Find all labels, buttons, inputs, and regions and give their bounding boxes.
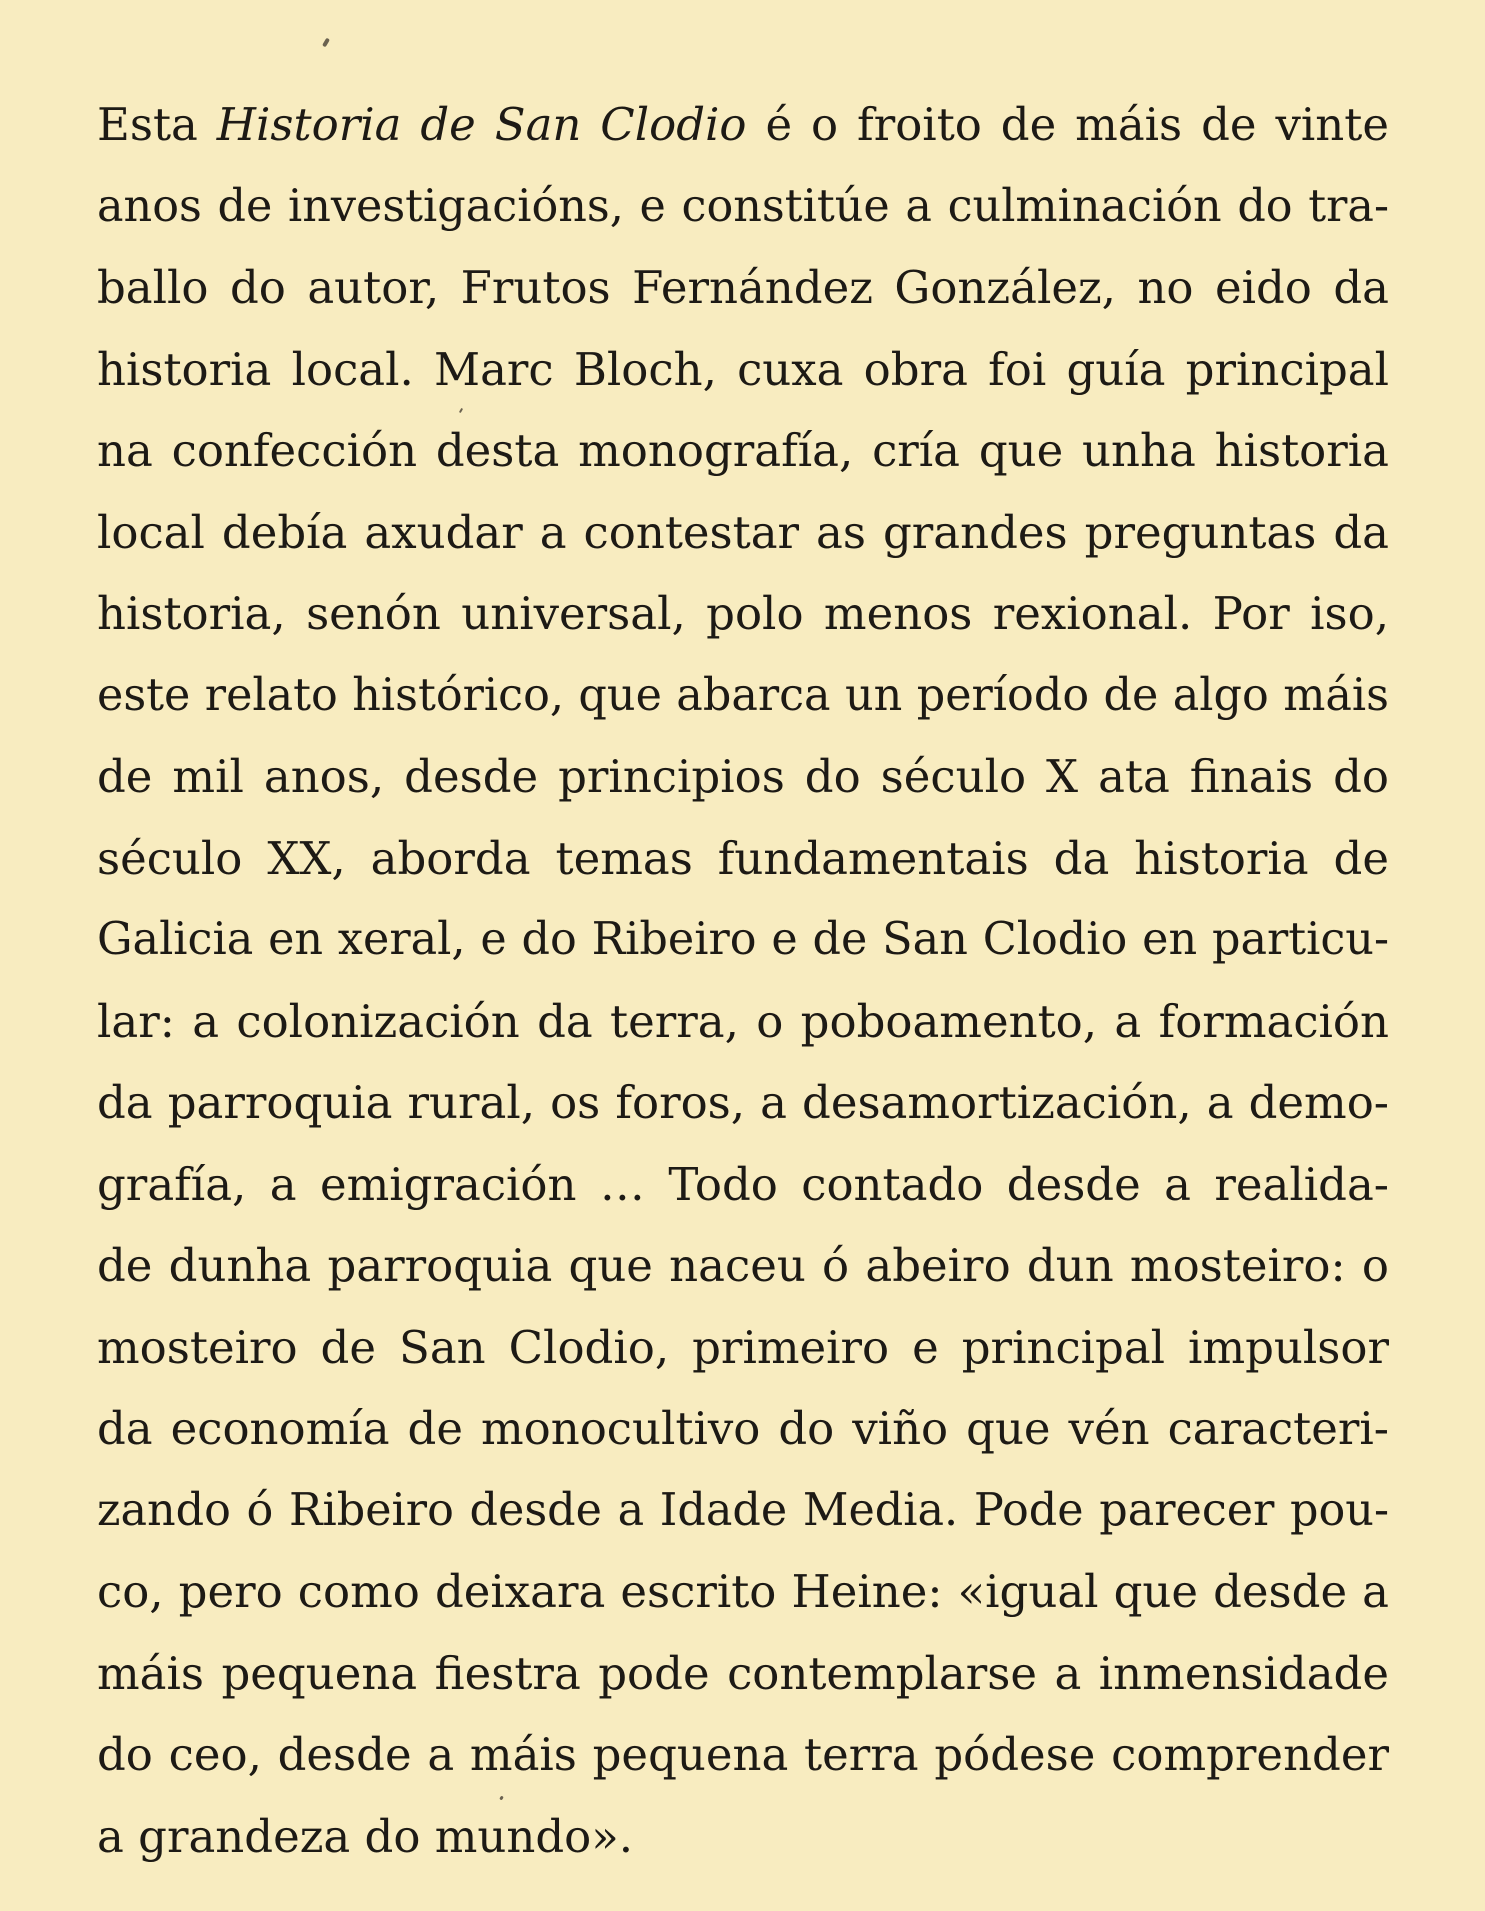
blurb-line-1 bbox=[97, 84, 1389, 166]
blurb-paragraph bbox=[97, 84, 1389, 1877]
blurb-line-17: da economía de monocultivo do viño que vén caracteri- bbox=[97, 1402, 1389, 1455]
book-title-italic: Historia de San Clodio bbox=[216, 98, 747, 151]
blurb-line-15: de dunha parroquia que naceu ó abeiro dun mosteiro: o bbox=[97, 1239, 1389, 1292]
blurb-line-20: máis pequena fiestra pode contemplarse a inmensidade bbox=[97, 1646, 1389, 1700]
blurb-line-8: este relato histórico, que abarca un período de algo máis bbox=[97, 669, 1389, 721]
blurb-line-16: mosteiro de San Clodio, primeiro e principal impulsor bbox=[97, 1320, 1389, 1374]
blurb-line-21: do ceo, desde a máis pequena terra pódese comprender bbox=[97, 1728, 1389, 1781]
blurb-line-3: ballo do autor, Frutos Fernández González, no eido da bbox=[97, 261, 1389, 314]
blurb-line-14: grafía, a emigración … Todo contado desde a realida- bbox=[97, 1157, 1389, 1211]
blurb-line-1-post: é o froito de máis de vinte bbox=[746, 98, 1389, 151]
ink-speck bbox=[322, 38, 330, 48]
blurb-line-4: historia local. Marc Bloch, cuxa obra foi guía principal bbox=[97, 342, 1389, 396]
blurb-line-7: historia, senón universal, polo menos rexional. Por iso, bbox=[97, 587, 1389, 640]
blurb-line-5: na confección desta monografía, cría que unha historia bbox=[97, 424, 1389, 477]
blurb-line-11: Galicia en xeral, e do Ribeiro e de San Clodio en particu- bbox=[97, 914, 1389, 965]
blurb-line-22: a grandeza do mundo». bbox=[97, 1809, 634, 1863]
blurb-line-12: lar: a colonización da terra, o poboamento, a formación bbox=[97, 994, 1389, 1048]
blurb-line-6: local debía axudar a contestar as grandes preguntas da bbox=[97, 505, 1389, 559]
blurb-line-13: da parroquia rural, os foros, a desamortización, a demo- bbox=[97, 1076, 1389, 1129]
blurb-line-10: século XX, aborda temas fundamentais da historia de bbox=[97, 831, 1389, 885]
blurb-line-19: co, pero como deixara escrito Heine: «igual que desde a bbox=[97, 1565, 1389, 1618]
blurb-line-9: de mil anos, desde principios do século X ata finais do bbox=[97, 750, 1389, 803]
blurb-line-2: anos de investigacións, e constitúe a culminación do tra- bbox=[97, 180, 1389, 232]
blurb-line-18: zando ó Ribeiro desde a Idade Media. Pode parecer pou- bbox=[97, 1484, 1389, 1536]
blurb-line-1-pre: Esta bbox=[97, 98, 217, 151]
